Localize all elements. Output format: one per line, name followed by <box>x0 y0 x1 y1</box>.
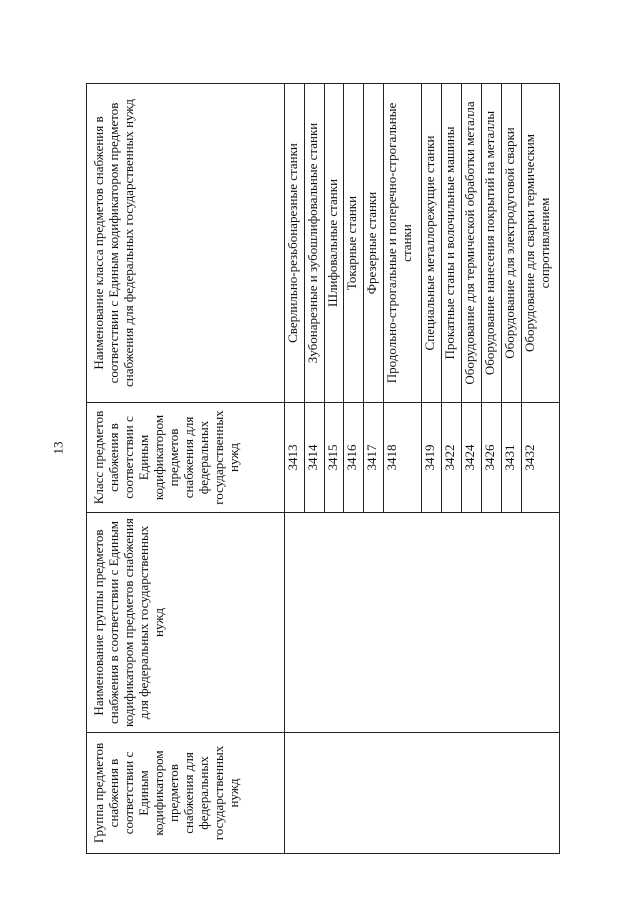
class-name-cell: Оборудование нанесения покрытий на металлы <box>481 84 501 403</box>
class-name-cell: Токарные станки <box>344 84 364 403</box>
class-name-cell: Специальные металлорежущие станки <box>422 84 442 403</box>
class-code-cell: 3416 <box>344 403 364 513</box>
class-code-cell: 3432 <box>521 403 559 513</box>
class-name-cell: Продольно-строгальные и поперечно-строгальные станки <box>384 84 422 403</box>
class-name-cell: Фрезерные станки <box>364 84 384 403</box>
class-name-cell: Зубонарезные и зубошлифовальные станки <box>304 84 324 403</box>
table-row <box>285 84 305 854</box>
header-group-name: Наименование группы предметов снабжения в соответствии с Единым кодификатором предметов снабжения для федеральных государственных нужд <box>87 513 285 733</box>
rotated-table-container <box>86 84 560 854</box>
class-code-cell: 3414 <box>304 403 324 513</box>
class-name-cell: Оборудование для электродуговой сварки <box>501 84 521 403</box>
class-code-cell: 3431 <box>501 403 521 513</box>
group-cell <box>285 733 560 854</box>
group-name-cell <box>285 513 560 733</box>
class-name-cell: Шлифовальные станки <box>324 84 344 403</box>
class-code-cell: 3417 <box>364 403 384 513</box>
class-name-cell: Оборудование для термической обработки металла <box>462 84 482 403</box>
class-name-cell: Прокатные станы и волочильные машины <box>442 84 462 403</box>
page-number: 13 <box>50 441 66 455</box>
table-header-row <box>87 84 285 854</box>
class-code-cell: 3426 <box>481 403 501 513</box>
class-code-cell: 3419 <box>422 403 442 513</box>
class-name-cell: Сверлильно-резьбонарезные станки <box>285 84 305 403</box>
class-name-cell: Оборудование для сварки термическим сопротивлением <box>521 84 559 403</box>
header-class-name: Наименование класса предметов снабжения в соответствии с Единым кодификатором предметов снабжения для федеральных государственных нужд <box>87 84 285 403</box>
class-code-cell: 3415 <box>324 403 344 513</box>
class-code-cell: 3424 <box>462 403 482 513</box>
supply-class-table <box>86 83 560 854</box>
table-body <box>285 84 560 854</box>
class-code-cell: 3418 <box>384 403 422 513</box>
header-class: Класс предметов снабжения в соответствии с Единым кодификатором предметов снабжения для федеральных государственных нужд <box>87 403 285 513</box>
header-group: Группа предметов снабжения в соответствии с Единым кодификатором предметов снабжения для федеральных государственных нужд <box>87 733 285 854</box>
class-code-cell: 3422 <box>442 403 462 513</box>
class-code-cell: 3413 <box>285 403 305 513</box>
